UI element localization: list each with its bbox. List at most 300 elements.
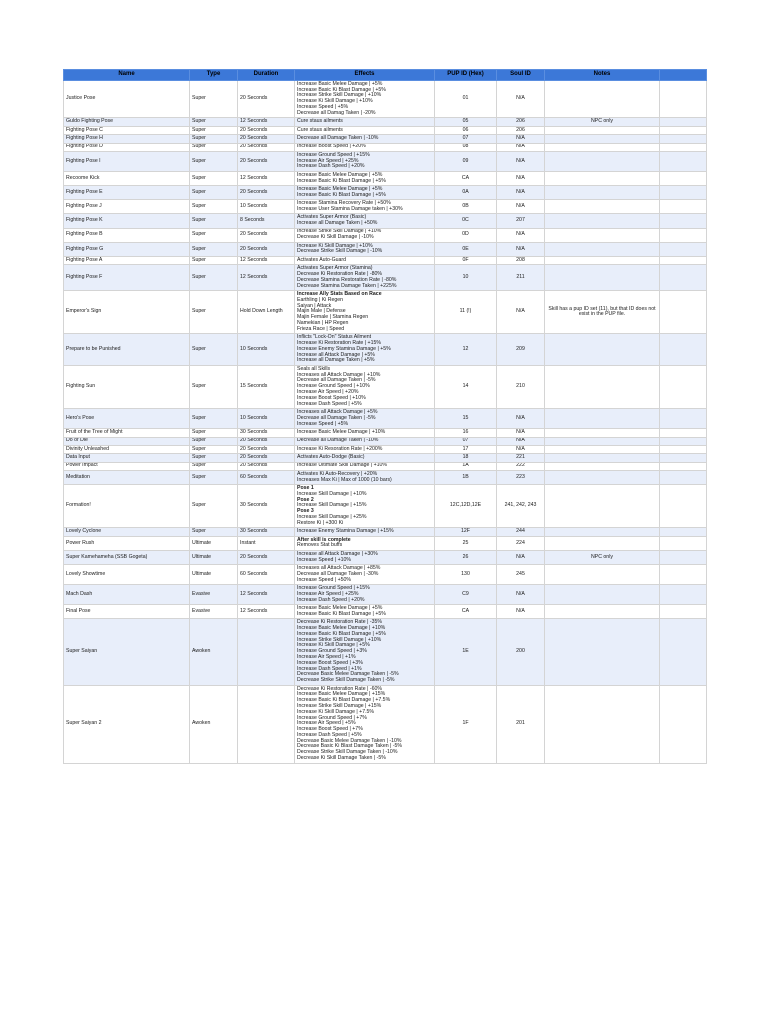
pup-id-cell[interactable]: 0F xyxy=(435,257,497,265)
header-pup-id[interactable]: PUP ID (Hex) xyxy=(435,70,497,81)
effects-cell[interactable] xyxy=(295,565,435,585)
pup-id-cell[interactable]: 01 xyxy=(435,81,497,118)
soul-id-cell[interactable]: 209 xyxy=(497,334,545,366)
name-cell[interactable]: Power Impact xyxy=(64,462,190,470)
effect-line: Increase Ki Restoration Rate | +15% xyxy=(297,339,381,346)
notes-cell[interactable] xyxy=(545,685,660,763)
type-cell[interactable]: Super xyxy=(190,485,238,528)
effects-cell[interactable] xyxy=(295,228,435,242)
header-extra[interactable] xyxy=(660,70,707,81)
extra-cell[interactable] xyxy=(660,242,707,256)
effect-line: Increase Basic Melee Damage | +5% xyxy=(297,80,383,87)
duration-cell[interactable]: 20 Seconds xyxy=(238,186,295,200)
pup-id-cell[interactable]: 25 xyxy=(435,536,497,550)
name-cell[interactable]: Fighting Pose C xyxy=(64,126,190,134)
notes-cell[interactable] xyxy=(545,242,660,256)
notes-cell[interactable] xyxy=(545,565,660,585)
duration-cell[interactable]: Instant xyxy=(238,536,295,550)
pup-id-cell[interactable]: 1E xyxy=(435,619,497,685)
pup-id-cell[interactable]: 16 xyxy=(435,429,497,437)
type-cell[interactable]: Super xyxy=(190,242,238,256)
name-cell[interactable]: Power Rush xyxy=(64,536,190,550)
type-cell[interactable]: Super xyxy=(190,365,238,408)
pup-id-cell[interactable]: 05 xyxy=(435,118,497,126)
soul-id-cell[interactable]: N/A xyxy=(497,135,545,143)
type-cell[interactable]: Evasive xyxy=(190,605,238,619)
notes-cell[interactable] xyxy=(545,214,660,228)
effects-cell[interactable] xyxy=(295,454,435,462)
name-cell[interactable]: Divinity Unleashed xyxy=(64,445,190,453)
extra-cell[interactable] xyxy=(660,585,707,605)
notes-cell[interactable] xyxy=(545,462,660,470)
soul-id-cell[interactable]: N/A xyxy=(497,242,545,256)
soul-id-cell[interactable]: N/A xyxy=(497,437,545,445)
pup-id-cell[interactable]: 12 xyxy=(435,334,497,366)
extra-cell[interactable] xyxy=(660,228,707,242)
name-cell[interactable]: Super Saiyan xyxy=(64,619,190,685)
effects-cell[interactable] xyxy=(295,462,435,470)
notes-cell[interactable]: Skill has a pup ID set (11), but that ID does not exist in the PUP file. xyxy=(545,291,660,334)
effect-line: Increase Dash Speed | +5% xyxy=(297,731,362,738)
type-cell[interactable]: Super xyxy=(190,257,238,265)
effects-cell[interactable] xyxy=(295,605,435,619)
soul-id-cell[interactable]: 244 xyxy=(497,528,545,536)
pup-id-cell[interactable]: 07 xyxy=(435,437,497,445)
effect-line: Decrease Strike Skill Damage Taken | -5% xyxy=(297,677,395,684)
duration-cell[interactable]: 12 Seconds xyxy=(238,605,295,619)
name-cell[interactable]: Formation! xyxy=(64,485,190,528)
soul-id-cell[interactable]: 200 xyxy=(497,619,545,685)
header-row xyxy=(64,70,707,81)
notes-cell[interactable]: NPC only xyxy=(545,118,660,126)
notes-cell[interactable] xyxy=(545,151,660,171)
name-cell[interactable]: Fruit of the Tree of Might xyxy=(64,429,190,437)
type-cell[interactable]: Super xyxy=(190,528,238,536)
notes-cell[interactable] xyxy=(545,126,660,134)
name-cell[interactable]: Fighting Pose F xyxy=(64,265,190,291)
name-cell[interactable]: Prepare to be Punished xyxy=(64,334,190,366)
extra-cell[interactable] xyxy=(660,214,707,228)
duration-cell[interactable]: 15 Seconds xyxy=(238,365,295,408)
effects-cell[interactable] xyxy=(295,265,435,291)
extra-cell[interactable] xyxy=(660,462,707,470)
type-cell[interactable]: Super xyxy=(190,471,238,485)
extra-cell[interactable] xyxy=(660,454,707,462)
extra-cell[interactable] xyxy=(660,126,707,134)
soul-id-cell[interactable]: 224 xyxy=(497,536,545,550)
extra-cell[interactable] xyxy=(660,365,707,408)
pup-id-cell[interactable]: 0E xyxy=(435,242,497,256)
type-cell[interactable]: Super xyxy=(190,200,238,214)
name-cell[interactable]: Justice Pose xyxy=(64,81,190,118)
duration-cell[interactable]: 20 Seconds xyxy=(238,143,295,151)
type-cell[interactable]: Super xyxy=(190,445,238,453)
duration-cell[interactable]: 20 Seconds xyxy=(238,551,295,565)
extra-cell[interactable] xyxy=(660,528,707,536)
pup-id-cell[interactable]: 26 xyxy=(435,551,497,565)
name-cell[interactable]: Lovely Showtime xyxy=(64,565,190,585)
duration-cell[interactable]: 20 Seconds xyxy=(238,454,295,462)
soul-id-cell[interactable]: 207 xyxy=(497,214,545,228)
extra-cell[interactable] xyxy=(660,445,707,453)
name-cell[interactable]: Fighting Pose G xyxy=(64,242,190,256)
name-cell[interactable]: Recoome Kick xyxy=(64,171,190,185)
name-cell[interactable]: Fighting Pose A xyxy=(64,257,190,265)
extra-cell[interactable] xyxy=(660,485,707,528)
notes-cell[interactable] xyxy=(545,265,660,291)
pup-id-cell[interactable]: 18 xyxy=(435,454,497,462)
extra-cell[interactable] xyxy=(660,171,707,185)
effects-cell[interactable] xyxy=(295,143,435,151)
table-row xyxy=(64,536,707,550)
effects-cell[interactable] xyxy=(295,585,435,605)
effect-line: Earthling | Ki Regen xyxy=(297,296,344,303)
header-notes[interactable]: Notes xyxy=(545,70,660,81)
soul-id-cell[interactable]: 211 xyxy=(497,265,545,291)
name-cell[interactable]: Emperor's Sign xyxy=(64,291,190,334)
pup-id-cell[interactable]: CA xyxy=(435,171,497,185)
notes-cell[interactable] xyxy=(545,485,660,528)
notes-cell[interactable] xyxy=(545,471,660,485)
name-cell[interactable]: Super Kamehameha (SSB Gogeta) xyxy=(64,551,190,565)
type-cell[interactable]: Super xyxy=(190,454,238,462)
effects-cell[interactable] xyxy=(295,619,435,685)
type-cell[interactable]: Super xyxy=(190,143,238,151)
effects-cell[interactable] xyxy=(295,257,435,265)
effects-cell[interactable] xyxy=(295,551,435,565)
effect-line: Increase Basic Melee Damage | +5% xyxy=(297,171,383,178)
extra-cell[interactable] xyxy=(660,437,707,445)
name-cell[interactable]: Fighting Pose I xyxy=(64,151,190,171)
pup-id-cell[interactable]: CA xyxy=(435,605,497,619)
notes-cell[interactable] xyxy=(545,454,660,462)
notes-cell[interactable] xyxy=(545,429,660,437)
effects-cell[interactable] xyxy=(295,151,435,171)
effect-line: Seals all Skills xyxy=(297,365,331,372)
effects-cell[interactable] xyxy=(295,528,435,536)
type-cell[interactable]: Super xyxy=(190,334,238,366)
notes-cell[interactable] xyxy=(545,619,660,685)
extra-cell[interactable] xyxy=(660,143,707,151)
soul-id-cell[interactable]: N/A xyxy=(497,200,545,214)
soul-id-cell[interactable]: N/A xyxy=(497,151,545,171)
notes-cell[interactable] xyxy=(545,536,660,550)
soul-id-cell[interactable]: 210 xyxy=(497,365,545,408)
name-cell[interactable]: Fighting Pose H xyxy=(64,135,190,143)
soul-id-cell[interactable]: 245 xyxy=(497,565,545,585)
soul-id-cell[interactable]: 221 xyxy=(497,454,545,462)
duration-cell[interactable]: 20 Seconds xyxy=(238,437,295,445)
pup-id-cell[interactable]: 0D xyxy=(435,228,497,242)
duration-cell[interactable]: 20 Seconds xyxy=(238,445,295,453)
pup-id-cell[interactable]: 14 xyxy=(435,365,497,408)
notes-cell[interactable] xyxy=(545,585,660,605)
soul-id-cell[interactable]: N/A xyxy=(497,585,545,605)
duration-cell[interactable]: 20 Seconds xyxy=(238,81,295,118)
effect-line: Activates Super Armor (Stamina) xyxy=(297,265,373,272)
effect-line: Increases Max Ki | Max of 1000 (10 bars) xyxy=(297,476,392,483)
pup-id-cell[interactable]: 1B xyxy=(435,471,497,485)
effect-line: Decrease Ki Skill Damage Taken | -5% xyxy=(297,755,386,762)
duration-cell[interactable]: 20 Seconds xyxy=(238,462,295,470)
notes-cell[interactable] xyxy=(545,445,660,453)
effect-line: Decrease all Damage Taken | -10% xyxy=(297,134,379,141)
soul-id-cell[interactable]: N/A xyxy=(497,429,545,437)
extra-cell[interactable] xyxy=(660,135,707,143)
type-cell[interactable]: Super xyxy=(190,291,238,334)
type-cell[interactable]: Super xyxy=(190,126,238,134)
type-cell[interactable]: Super xyxy=(190,429,238,437)
effect-line: Decrease all Damage Taken | -10% xyxy=(297,437,379,444)
type-cell[interactable]: Super xyxy=(190,437,238,445)
table-row xyxy=(64,605,707,619)
pup-id-cell[interactable]: 1F xyxy=(435,685,497,763)
name-cell[interactable]: Meditation xyxy=(64,471,190,485)
duration-cell[interactable]: Hold Down Length xyxy=(238,291,295,334)
notes-cell[interactable] xyxy=(545,228,660,242)
effect-line: Increase Dash Speed | +5% xyxy=(297,400,362,407)
extra-cell[interactable] xyxy=(660,429,707,437)
extra-cell[interactable] xyxy=(660,334,707,366)
soul-id-cell[interactable]: 241, 242, 243 xyxy=(497,485,545,528)
notes-cell[interactable] xyxy=(545,365,660,408)
name-cell[interactable]: Fighting Pose D xyxy=(64,143,190,151)
effects-cell[interactable] xyxy=(295,81,435,118)
duration-cell[interactable]: 10 Seconds xyxy=(238,409,295,429)
name-cell[interactable]: Super Saiyan 2 xyxy=(64,685,190,763)
effects-cell[interactable] xyxy=(295,445,435,453)
duration-cell[interactable]: 12 Seconds xyxy=(238,118,295,126)
type-cell[interactable]: Evasive xyxy=(190,585,238,605)
effect-line: Increase Skill Damage | +25% xyxy=(297,514,367,521)
soul-id-cell[interactable]: N/A xyxy=(497,551,545,565)
effects-cell[interactable] xyxy=(295,409,435,429)
pup-id-cell[interactable]: C9 xyxy=(435,585,497,605)
soul-id-cell[interactable]: N/A xyxy=(497,228,545,242)
effects-cell[interactable] xyxy=(295,437,435,445)
duration-cell[interactable]: 8 Seconds xyxy=(238,214,295,228)
name-cell[interactable]: Fighting Sun xyxy=(64,365,190,408)
table-row xyxy=(64,214,707,228)
effects-cell[interactable] xyxy=(295,171,435,185)
name-cell[interactable]: Fighting Pose K xyxy=(64,214,190,228)
pup-id-cell[interactable]: 12F xyxy=(435,528,497,536)
duration-cell[interactable]: 30 Seconds xyxy=(238,528,295,536)
pup-id-cell[interactable]: 0A xyxy=(435,186,497,200)
pup-id-cell[interactable]: 06 xyxy=(435,126,497,134)
soul-id-cell[interactable]: 208 xyxy=(497,257,545,265)
effects-cell[interactable] xyxy=(295,135,435,143)
pup-id-cell[interactable]: 0B xyxy=(435,200,497,214)
type-cell[interactable]: Super xyxy=(190,214,238,228)
effect-line: Increase Basic Ki Blast Damage | +5% xyxy=(297,86,386,93)
type-cell[interactable]: Super xyxy=(190,81,238,118)
type-cell[interactable]: Awoken xyxy=(190,619,238,685)
soul-id-cell[interactable]: 223 xyxy=(497,471,545,485)
type-cell[interactable]: Ultimate xyxy=(190,551,238,565)
type-cell[interactable]: Super xyxy=(190,151,238,171)
notes-cell[interactable] xyxy=(545,437,660,445)
type-cell[interactable]: Super xyxy=(190,228,238,242)
effects-cell[interactable] xyxy=(295,536,435,550)
duration-cell[interactable]: 20 Seconds xyxy=(238,126,295,134)
type-cell[interactable]: Super xyxy=(190,186,238,200)
pup-id-cell[interactable]: 0C xyxy=(435,214,497,228)
effect-line: Cure staus ailments xyxy=(297,126,343,133)
duration-cell[interactable]: 20 Seconds xyxy=(238,228,295,242)
duration-cell[interactable]: 10 Seconds xyxy=(238,200,295,214)
effects-cell[interactable] xyxy=(295,200,435,214)
notes-cell[interactable] xyxy=(545,143,660,151)
effects-cell[interactable] xyxy=(295,471,435,485)
notes-cell[interactable] xyxy=(545,171,660,185)
duration-cell[interactable]: 12 Seconds xyxy=(238,171,295,185)
pup-id-cell[interactable]: 1A xyxy=(435,462,497,470)
duration-cell[interactable]: 60 Seconds xyxy=(238,471,295,485)
notes-cell[interactable] xyxy=(545,334,660,366)
type-cell[interactable]: Super xyxy=(190,462,238,470)
pup-id-cell[interactable]: 07 xyxy=(435,135,497,143)
duration-cell[interactable] xyxy=(238,685,295,763)
extra-cell[interactable] xyxy=(660,685,707,763)
header-duration[interactable]: Duration xyxy=(238,70,295,81)
soul-id-cell[interactable]: N/A xyxy=(497,291,545,334)
effects-cell[interactable] xyxy=(295,365,435,408)
effect-line: Activates Ki Auto-Recovery | +20% xyxy=(297,470,378,477)
duration-cell[interactable]: 12 Seconds xyxy=(238,585,295,605)
soul-id-cell[interactable]: N/A xyxy=(497,409,545,429)
pup-id-cell[interactable]: 17 xyxy=(435,445,497,453)
pup-id-cell[interactable]: 12C,12D,12E xyxy=(435,485,497,528)
notes-cell[interactable] xyxy=(545,257,660,265)
effects-cell[interactable] xyxy=(295,334,435,366)
name-cell[interactable]: Fighting Pose B xyxy=(64,228,190,242)
effects-cell[interactable] xyxy=(295,242,435,256)
pup-id-cell[interactable]: 130 xyxy=(435,565,497,585)
type-cell[interactable]: Ultimate xyxy=(190,536,238,550)
extra-cell[interactable] xyxy=(660,619,707,685)
type-cell[interactable]: Super xyxy=(190,118,238,126)
type-cell[interactable]: Super xyxy=(190,135,238,143)
name-cell[interactable]: Hero's Pose xyxy=(64,409,190,429)
duration-cell[interactable]: 30 Seconds xyxy=(238,429,295,437)
notes-cell[interactable] xyxy=(545,528,660,536)
duration-cell[interactable]: 60 Seconds xyxy=(238,565,295,585)
notes-cell[interactable] xyxy=(545,81,660,118)
duration-cell[interactable]: 10 Seconds xyxy=(238,334,295,366)
extra-cell[interactable] xyxy=(660,291,707,334)
notes-cell[interactable] xyxy=(545,409,660,429)
pup-id-cell[interactable]: 10 xyxy=(435,265,497,291)
extra-cell[interactable] xyxy=(660,536,707,550)
name-cell[interactable]: Guldo Fighting Pose xyxy=(64,118,190,126)
effects-cell[interactable] xyxy=(295,685,435,763)
notes-cell[interactable] xyxy=(545,135,660,143)
name-cell[interactable]: Fighting Pose J xyxy=(64,200,190,214)
notes-cell[interactable] xyxy=(545,186,660,200)
extra-cell[interactable] xyxy=(660,257,707,265)
name-cell[interactable]: Do or Die xyxy=(64,437,190,445)
pup-id-cell[interactable]: 11 (!) xyxy=(435,291,497,334)
soul-id-cell[interactable]: N/A xyxy=(497,605,545,619)
soul-id-cell[interactable]: 206 xyxy=(497,118,545,126)
effect-line: Increase Skill Damage | +10% xyxy=(297,490,367,497)
notes-cell[interactable] xyxy=(545,605,660,619)
soul-id-cell[interactable]: N/A xyxy=(497,143,545,151)
duration-cell[interactable]: 20 Seconds xyxy=(238,242,295,256)
soul-id-cell[interactable]: N/A xyxy=(497,81,545,118)
effects-cell[interactable] xyxy=(295,429,435,437)
type-cell[interactable]: Ultimate xyxy=(190,565,238,585)
name-cell[interactable]: Lovely Cyclone xyxy=(64,528,190,536)
duration-cell[interactable]: 12 Seconds xyxy=(238,257,295,265)
pup-id-cell[interactable]: 15 xyxy=(435,409,497,429)
name-cell[interactable]: Fighting Pose E xyxy=(64,186,190,200)
effects-cell[interactable] xyxy=(295,186,435,200)
effect-line: Decrease Basic Ki Blast Damage Taken | -5% xyxy=(297,743,403,750)
effects-cell[interactable] xyxy=(295,291,435,334)
pup-id-cell[interactable]: 08 xyxy=(435,143,497,151)
duration-cell[interactable]: 12 Seconds xyxy=(238,265,295,291)
name-cell[interactable]: Mach Dash xyxy=(64,585,190,605)
effect-line: Increase Strike Skill Damage | +10% xyxy=(297,92,382,99)
extra-cell[interactable] xyxy=(660,118,707,126)
header-name[interactable]: Name xyxy=(64,70,190,81)
header-soul-id[interactable]: Soul ID xyxy=(497,70,545,81)
effect-line: Pose 2 xyxy=(297,496,314,503)
type-cell[interactable]: Super xyxy=(190,409,238,429)
type-cell[interactable]: Super xyxy=(190,171,238,185)
name-cell[interactable]: Data Input xyxy=(64,454,190,462)
effects-cell[interactable] xyxy=(295,126,435,134)
effect-line: Frieza Race | Speed xyxy=(297,325,345,332)
notes-cell[interactable]: NPC only xyxy=(545,551,660,565)
soul-id-cell[interactable]: 206 xyxy=(497,126,545,134)
soul-id-cell[interactable]: 201 xyxy=(497,685,545,763)
header-effects[interactable]: Effects xyxy=(295,70,435,81)
extra-cell[interactable] xyxy=(660,151,707,171)
name-cell[interactable]: Final Pose xyxy=(64,605,190,619)
effect-line: Increase Air Speed | +20% xyxy=(297,388,359,395)
extra-cell[interactable] xyxy=(660,200,707,214)
duration-cell[interactable] xyxy=(238,619,295,685)
duration-cell[interactable]: 20 Seconds xyxy=(238,151,295,171)
extra-cell[interactable] xyxy=(660,409,707,429)
soul-id-cell[interactable]: 222 xyxy=(497,462,545,470)
soul-id-cell[interactable]: N/A xyxy=(497,445,545,453)
type-cell[interactable]: Super xyxy=(190,265,238,291)
pup-id-cell[interactable]: 09 xyxy=(435,151,497,171)
effects-cell[interactable] xyxy=(295,485,435,528)
effects-cell[interactable] xyxy=(295,118,435,126)
soul-id-cell[interactable]: N/A xyxy=(497,171,545,185)
header-type[interactable]: Type xyxy=(190,70,238,81)
notes-cell[interactable] xyxy=(545,200,660,214)
extra-cell[interactable] xyxy=(660,605,707,619)
type-cell[interactable]: Awoken xyxy=(190,685,238,763)
extra-cell[interactable] xyxy=(660,565,707,585)
extra-cell[interactable] xyxy=(660,81,707,118)
soul-id-cell[interactable]: N/A xyxy=(497,186,545,200)
duration-cell[interactable]: 20 Seconds xyxy=(238,135,295,143)
duration-cell[interactable]: 30 Seconds xyxy=(238,485,295,528)
effect-line: Increases all Attack Damage | +5% xyxy=(297,408,378,415)
extra-cell[interactable] xyxy=(660,471,707,485)
effects-cell[interactable] xyxy=(295,214,435,228)
extra-cell[interactable] xyxy=(660,551,707,565)
extra-cell[interactable] xyxy=(660,265,707,291)
extra-cell[interactable] xyxy=(660,186,707,200)
